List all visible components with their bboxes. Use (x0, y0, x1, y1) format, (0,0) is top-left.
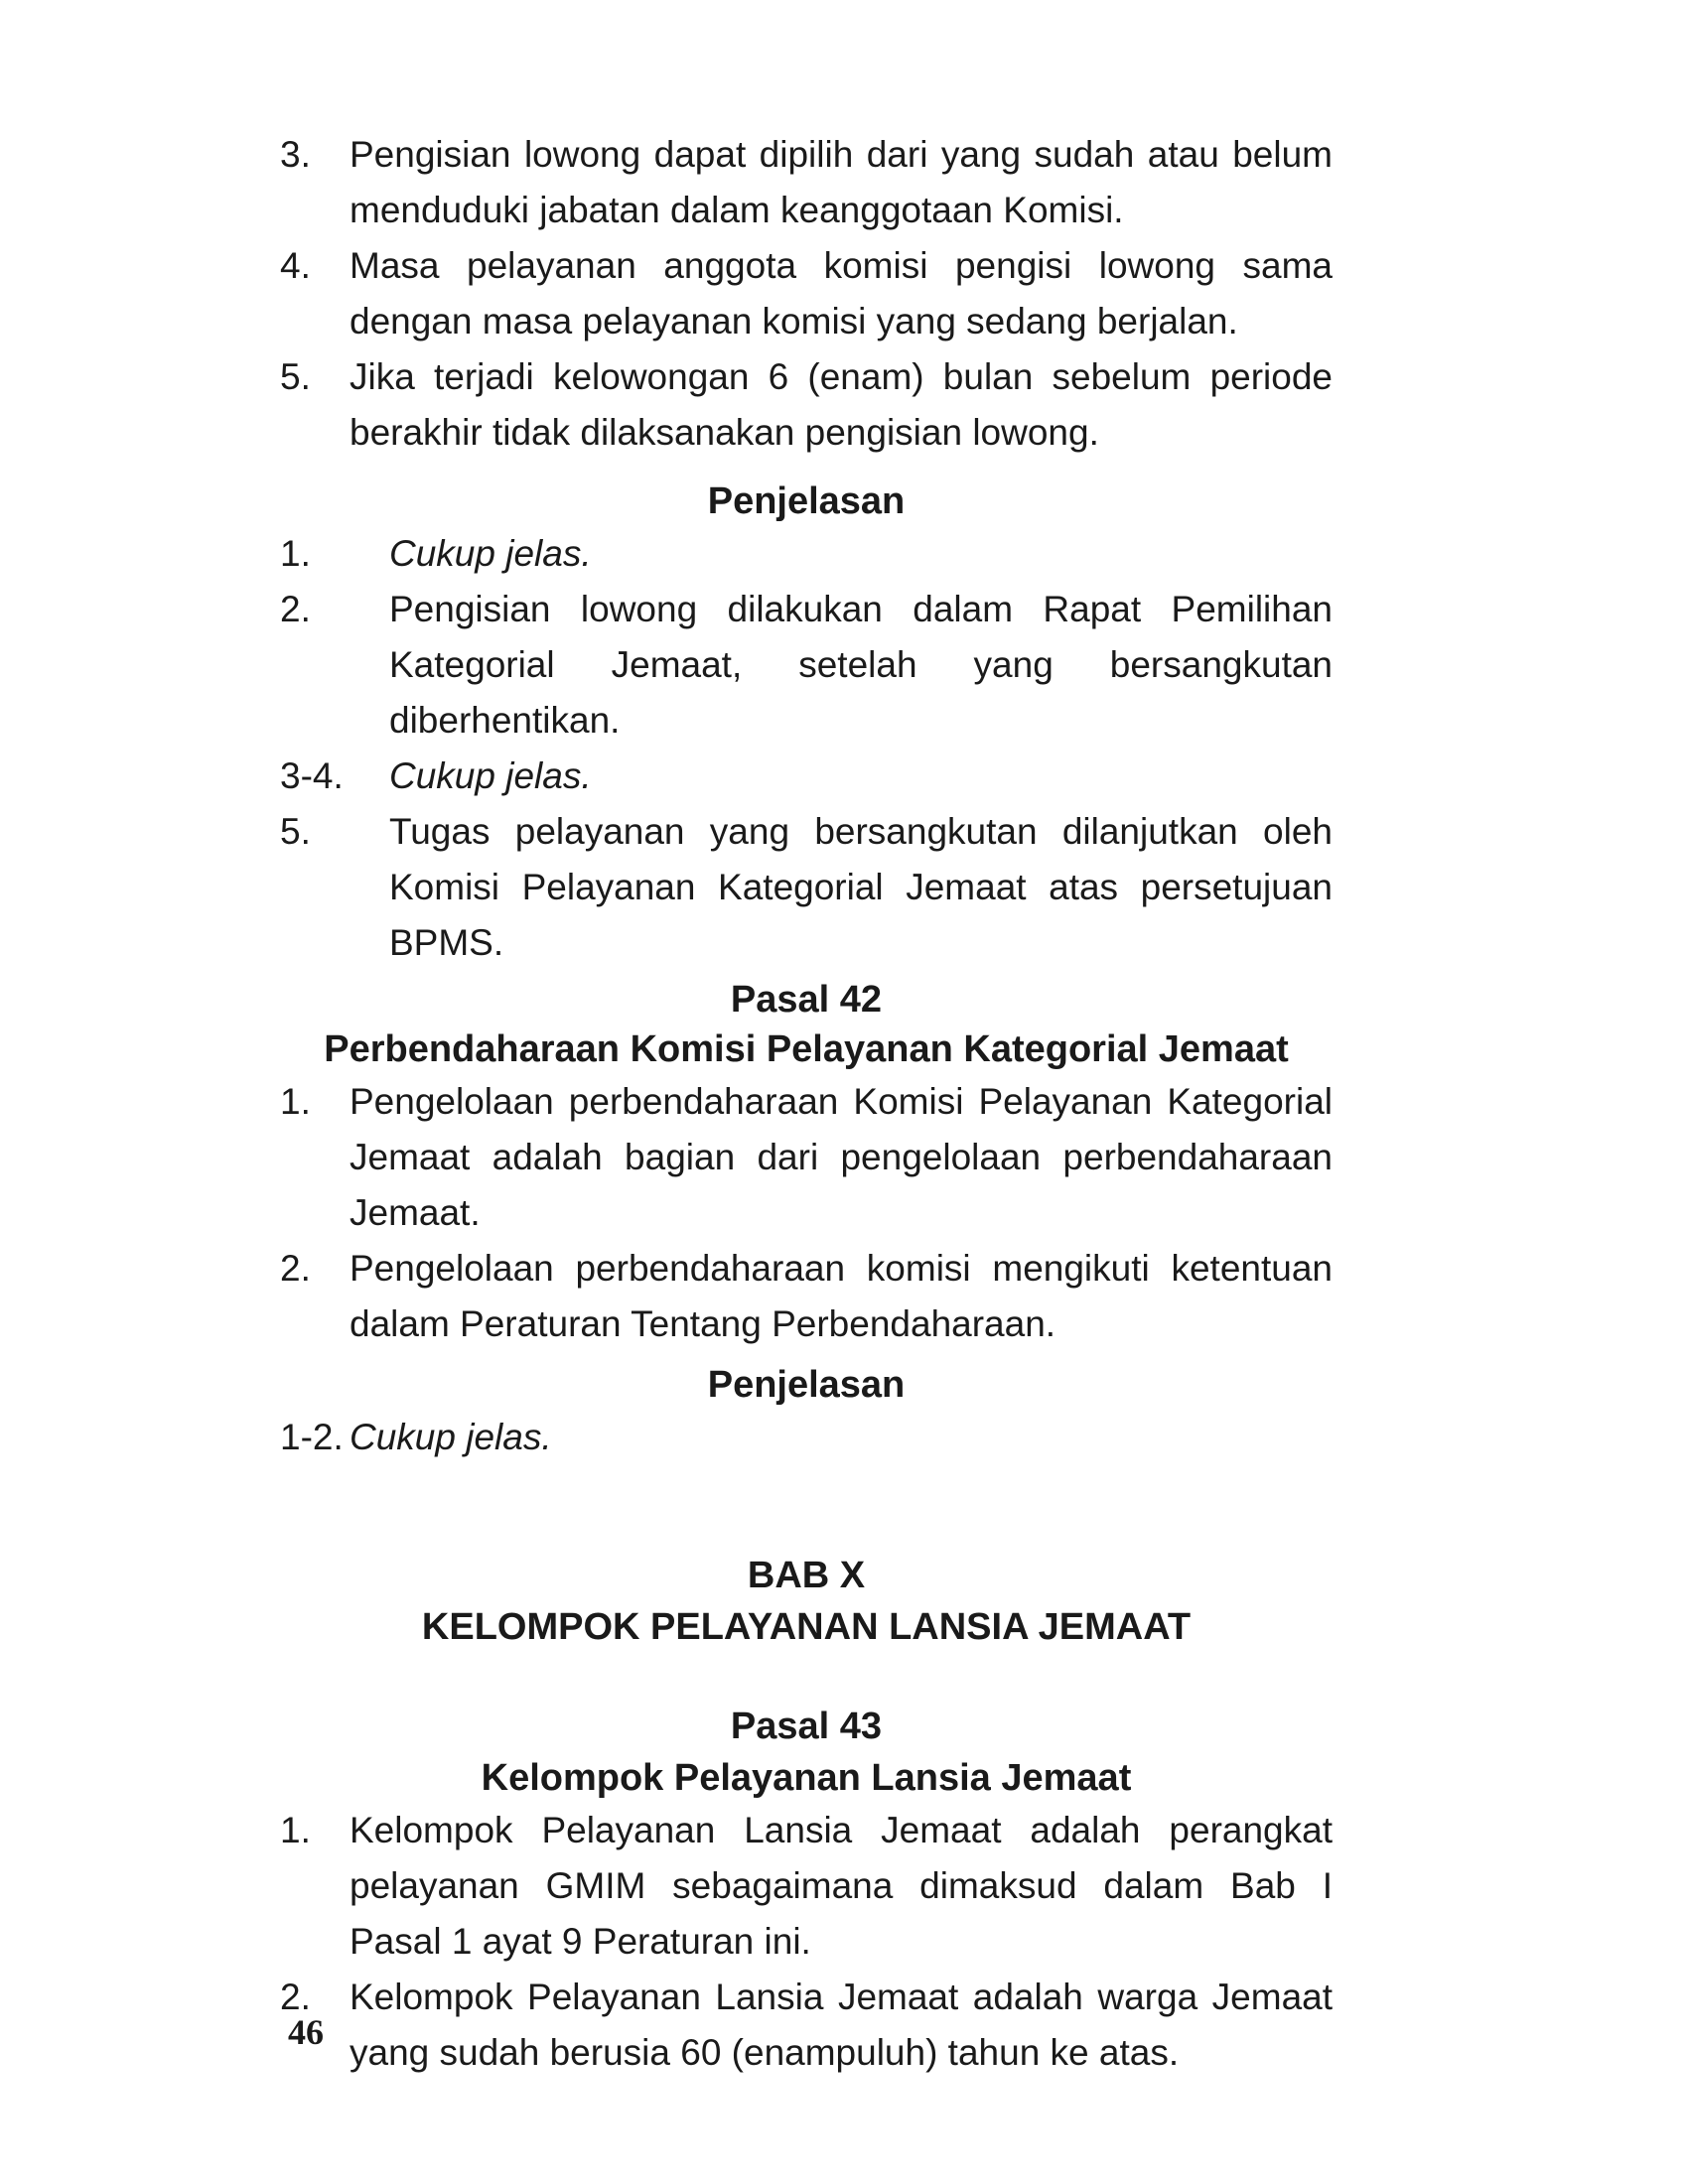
item-number: 1. (280, 533, 311, 574)
item-number: 1. (280, 1081, 311, 1122)
item-text: Jika terjadi kelowongan 6 (enam) bulan sebelum periode berakhir tidak dilaksanakan pengisian lowong. (350, 356, 1333, 453)
penjelasan-list (280, 1410, 1333, 1465)
pasal-43-list (280, 1803, 1333, 2081)
item-text: Pengisian lowong dilakukan dalam Rapat Pemilihan Kategorial Jemaat, setelah yang bersangkutan diberhentikan. (389, 589, 1333, 741)
list-top (280, 127, 1333, 461)
chapter-number: BAB X (747, 1555, 866, 1596)
list-item (280, 749, 1333, 804)
item-text: Kelompok Pelayanan Lansia Jemaat adalah warga Jemaat yang sudah berusia 60 (enampuluh) tahun ke atas. (350, 1977, 1333, 2073)
item-number: 2. (280, 1248, 311, 1289)
item-text: Cukup jelas. (389, 533, 592, 574)
item-text: Masa pelayanan anggota komisi pengisi lowong sama dengan masa pelayanan komisi yang sedang berjalan. (350, 245, 1333, 341)
list-item (280, 238, 1333, 349)
pasal-42-list (280, 1074, 1333, 1352)
penjelasan-list (280, 526, 1333, 971)
pasal-43-title: Kelompok Pelayanan Lansia Jemaat (481, 1757, 1132, 1799)
penjelasan-heading: Penjelasan (707, 1364, 906, 1406)
list-item (280, 1970, 1333, 2081)
item-text: Pengelolaan perbendaharaan komisi mengikuti ketentuan dalam Peraturan Tentang Perbendaharaan. (350, 1248, 1333, 1344)
item-text: Cukup jelas. (350, 1417, 552, 1457)
item-number: 4. (280, 245, 311, 286)
item-number: 2. (280, 1977, 311, 2017)
chapter-title: KELOMPOK PELAYANAN LANSIA JEMAAT (421, 1606, 1192, 1648)
list-item (280, 804, 1333, 971)
item-number: 3-4. (280, 755, 344, 796)
item-number: 2. (280, 589, 311, 629)
list-item (280, 1241, 1333, 1352)
item-text: Cukup jelas. (389, 755, 592, 796)
penjelasan-heading: Penjelasan (707, 480, 906, 522)
list-item (280, 349, 1333, 461)
item-number: 5. (280, 811, 311, 852)
list-item (280, 127, 1333, 238)
item-number: 1-2. (280, 1417, 344, 1457)
pasal-42-number: Pasal 42 (730, 979, 883, 1021)
pasal-43-number: Pasal 43 (730, 1706, 883, 1747)
item-text: Tugas pelayanan yang bersangkutan dilanjutkan oleh Komisi Pelayanan Kategorial Jemaat atas persetujuan BPMS. (389, 811, 1333, 963)
list-item (280, 1803, 1333, 1970)
pasal-42-title: Perbendaharaan Komisi Pelayanan Kategorial Jemaat (324, 1028, 1289, 1070)
list-item (280, 526, 1333, 582)
item-text: Kelompok Pelayanan Lansia Jemaat adalah perangkat pelayanan GMIM sebagaimana dimaksud dalam Bab I Pasal 1 ayat 9 Peraturan ini. (350, 1810, 1333, 1962)
list-item (280, 1410, 1333, 1465)
item-text: Pengelolaan perbendaharaan Komisi Pelayanan Kategorial Jemaat adalah bagian dari pengelolaan perbendaharaan Jemaat. (350, 1081, 1333, 1233)
page-number: 46 (288, 2012, 324, 2052)
item-number: 5. (280, 356, 311, 397)
item-number: 1. (280, 1810, 311, 1850)
list-item (280, 1074, 1333, 1241)
item-number: 3. (280, 134, 311, 175)
item-text: Pengisian lowong dapat dipilih dari yang sudah atau belum menduduki jabatan dalam keanggotaan Komisi. (350, 134, 1333, 230)
list-item (280, 582, 1333, 749)
